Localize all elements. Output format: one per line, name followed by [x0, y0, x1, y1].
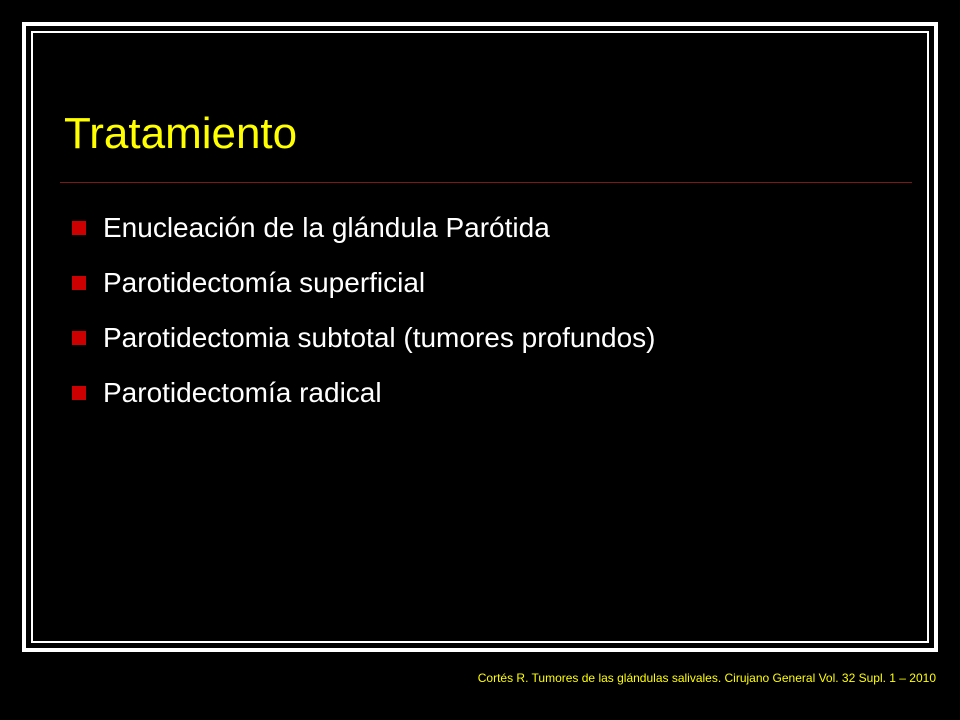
slide-title: Tratamiento — [64, 109, 298, 158]
title-divider — [60, 182, 912, 183]
bullet-item — [72, 310, 656, 365]
bullet-item — [72, 200, 656, 255]
bullet-text: Parotidectomia subtotal (tumores profundos) — [103, 321, 656, 353]
square-bullet-icon — [72, 331, 86, 345]
bullet-text: Parotidectomía radical — [103, 376, 382, 408]
bullet-item — [72, 255, 656, 310]
square-bullet-icon — [72, 221, 86, 235]
square-bullet-icon — [72, 386, 86, 400]
square-bullet-icon — [72, 276, 86, 290]
bullet-list — [72, 200, 656, 420]
bullet-text: Parotidectomía superficial — [103, 266, 426, 298]
bullet-item — [72, 365, 656, 420]
bullet-text: Enucleación de la glándula Parótida — [103, 211, 550, 243]
citation-footer: Cortés R. Tumores de las glándulas salivales. Cirujano General Vol. 32 Supl. 1 – 2010 — [477, 671, 936, 685]
